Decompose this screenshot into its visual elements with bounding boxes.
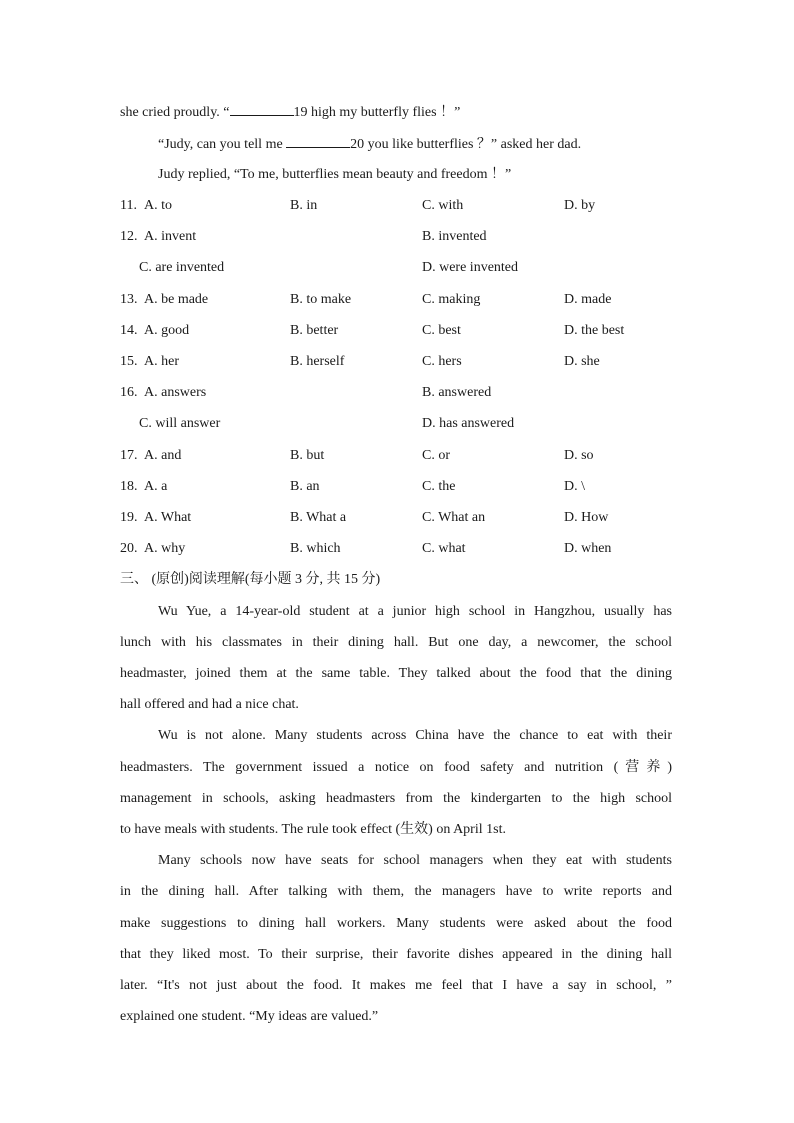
question-11-option-d: D. by (564, 198, 596, 213)
question-15-number: 15. (120, 354, 138, 369)
story-line-2-end: 20 you like butterflies ？” asked her dad. (350, 137, 582, 152)
question-12-option-b: B. invented (422, 229, 487, 244)
passage-line: to have meals with students. The rule took effect (生效) on April 1st. (120, 822, 506, 837)
question-12-option-a: A. invent (144, 229, 197, 244)
question-16-number: 16. (120, 385, 138, 400)
question-19-option-d: D. How (564, 510, 609, 525)
question-20-option-b: B. which (290, 541, 341, 556)
question-13-option-b: B. to make (290, 292, 352, 307)
question-11-option-b: B. in (290, 198, 318, 213)
question-19-option-a: A. What (144, 510, 192, 525)
question-12-number: 12. (120, 229, 138, 244)
question-11-number: 11. (120, 198, 137, 213)
passage-line: headmaster, joined them at the same table. They talked about the food that the dining (120, 666, 672, 681)
question-11-option-c: C. with (422, 198, 464, 213)
passage-line: make suggestions to dining hall workers. Many students were asked about the food (120, 916, 672, 931)
passage-line: Many schools now have seats for school managers when they eat with students (158, 853, 672, 868)
question-14-number: 14. (120, 323, 138, 338)
question-20-option-c: C. what (422, 541, 466, 556)
question-18-option-d: D. \ (564, 479, 585, 494)
question-18-number: 18. (120, 479, 138, 494)
passage-line: management in schools, asking headmasters from the kindergarten to the high school (120, 791, 672, 806)
passage-line: hall offered and had a nice chat. (120, 697, 299, 712)
question-15-option-a: A. her (144, 354, 179, 369)
question-17-number: 17. (120, 448, 138, 463)
question-12-option-d: D. were invented (422, 260, 519, 275)
question-18-option-b: B. an (290, 479, 320, 494)
story-line-2 (158, 135, 581, 154)
question-12-option-c: C. are invented (139, 260, 225, 275)
passage-line: later. “It's not just about the food. It makes me feel that I have a say in school, ” (120, 978, 672, 993)
question-14-option-d: D. the best (564, 323, 625, 338)
passage-line: Wu Yue, a 14-year-old student at a junior high school in Hangzhou, usually has (158, 604, 672, 619)
answer-blank-20 (286, 135, 350, 148)
question-17-option-d: D. so (564, 448, 594, 463)
section-heading: 三、 (原创)阅读理解(每小题 3 分, 共 15 分) (120, 572, 381, 587)
story-line-3: Judy replied, “To me, butterflies mean beauty and freedom ！” (158, 167, 512, 182)
question-17-option-c: C. or (422, 448, 450, 463)
passage-line: that they liked most. To their surprise, their favorite dishes appeared in the dining hall (120, 947, 672, 962)
question-15-option-b: B. herself (290, 354, 345, 369)
question-20-number: 20. (120, 541, 138, 556)
passage-line: Wu is not alone. Many students across China have the chance to eat with their (158, 728, 672, 743)
question-18-option-a: A. a (144, 479, 168, 494)
story-line-1-end: 19 high my butterfly flies ！” (293, 105, 461, 120)
passage-line: in the dining hall. After talking with them, the managers have to write reports and (120, 884, 672, 899)
story-line-1-start: she cried proudly. “ (120, 105, 230, 120)
question-19-number: 19. (120, 510, 138, 525)
question-16-option-c: C. will answer (139, 416, 221, 431)
question-18-option-c: C. the (422, 479, 456, 494)
question-13-option-d: D. made (564, 292, 612, 307)
question-15-option-c: C. hers (422, 354, 462, 369)
question-17-option-a: A. and (144, 448, 182, 463)
question-14-option-b: B. better (290, 323, 339, 338)
answer-blank-19 (230, 103, 294, 116)
question-19-option-b: B. What a (290, 510, 347, 525)
question-13-number: 13. (120, 292, 138, 307)
passage-line: lunch with his classmates in their dining hall. But one day, a newcomer, the school (120, 635, 672, 650)
question-16-option-a: A. answers (144, 385, 207, 400)
question-15-option-d: D. she (564, 354, 600, 369)
question-19-option-c: C. What an (422, 510, 486, 525)
question-20-option-a: A. why (144, 541, 186, 556)
question-16-option-d: D. has answered (422, 416, 515, 431)
question-17-option-b: B. but (290, 448, 325, 463)
question-13-option-c: C. making (422, 292, 481, 307)
story-line-2-start: “Judy, can you tell me (158, 137, 287, 152)
question-11-option-a: A. to (144, 198, 172, 213)
question-14-option-a: A. good (144, 323, 190, 338)
question-20-option-d: D. when (564, 541, 612, 556)
question-14-option-c: C. best (422, 323, 461, 338)
story-line-1 (120, 103, 460, 122)
passage-line: explained one student. “My ideas are valued.” (120, 1009, 379, 1024)
question-13-option-a: A. be made (144, 292, 209, 307)
passage-line: headmasters. The government issued a notice on food safety and nutrition (营养) (120, 760, 672, 775)
question-16-option-b: B. answered (422, 385, 492, 400)
